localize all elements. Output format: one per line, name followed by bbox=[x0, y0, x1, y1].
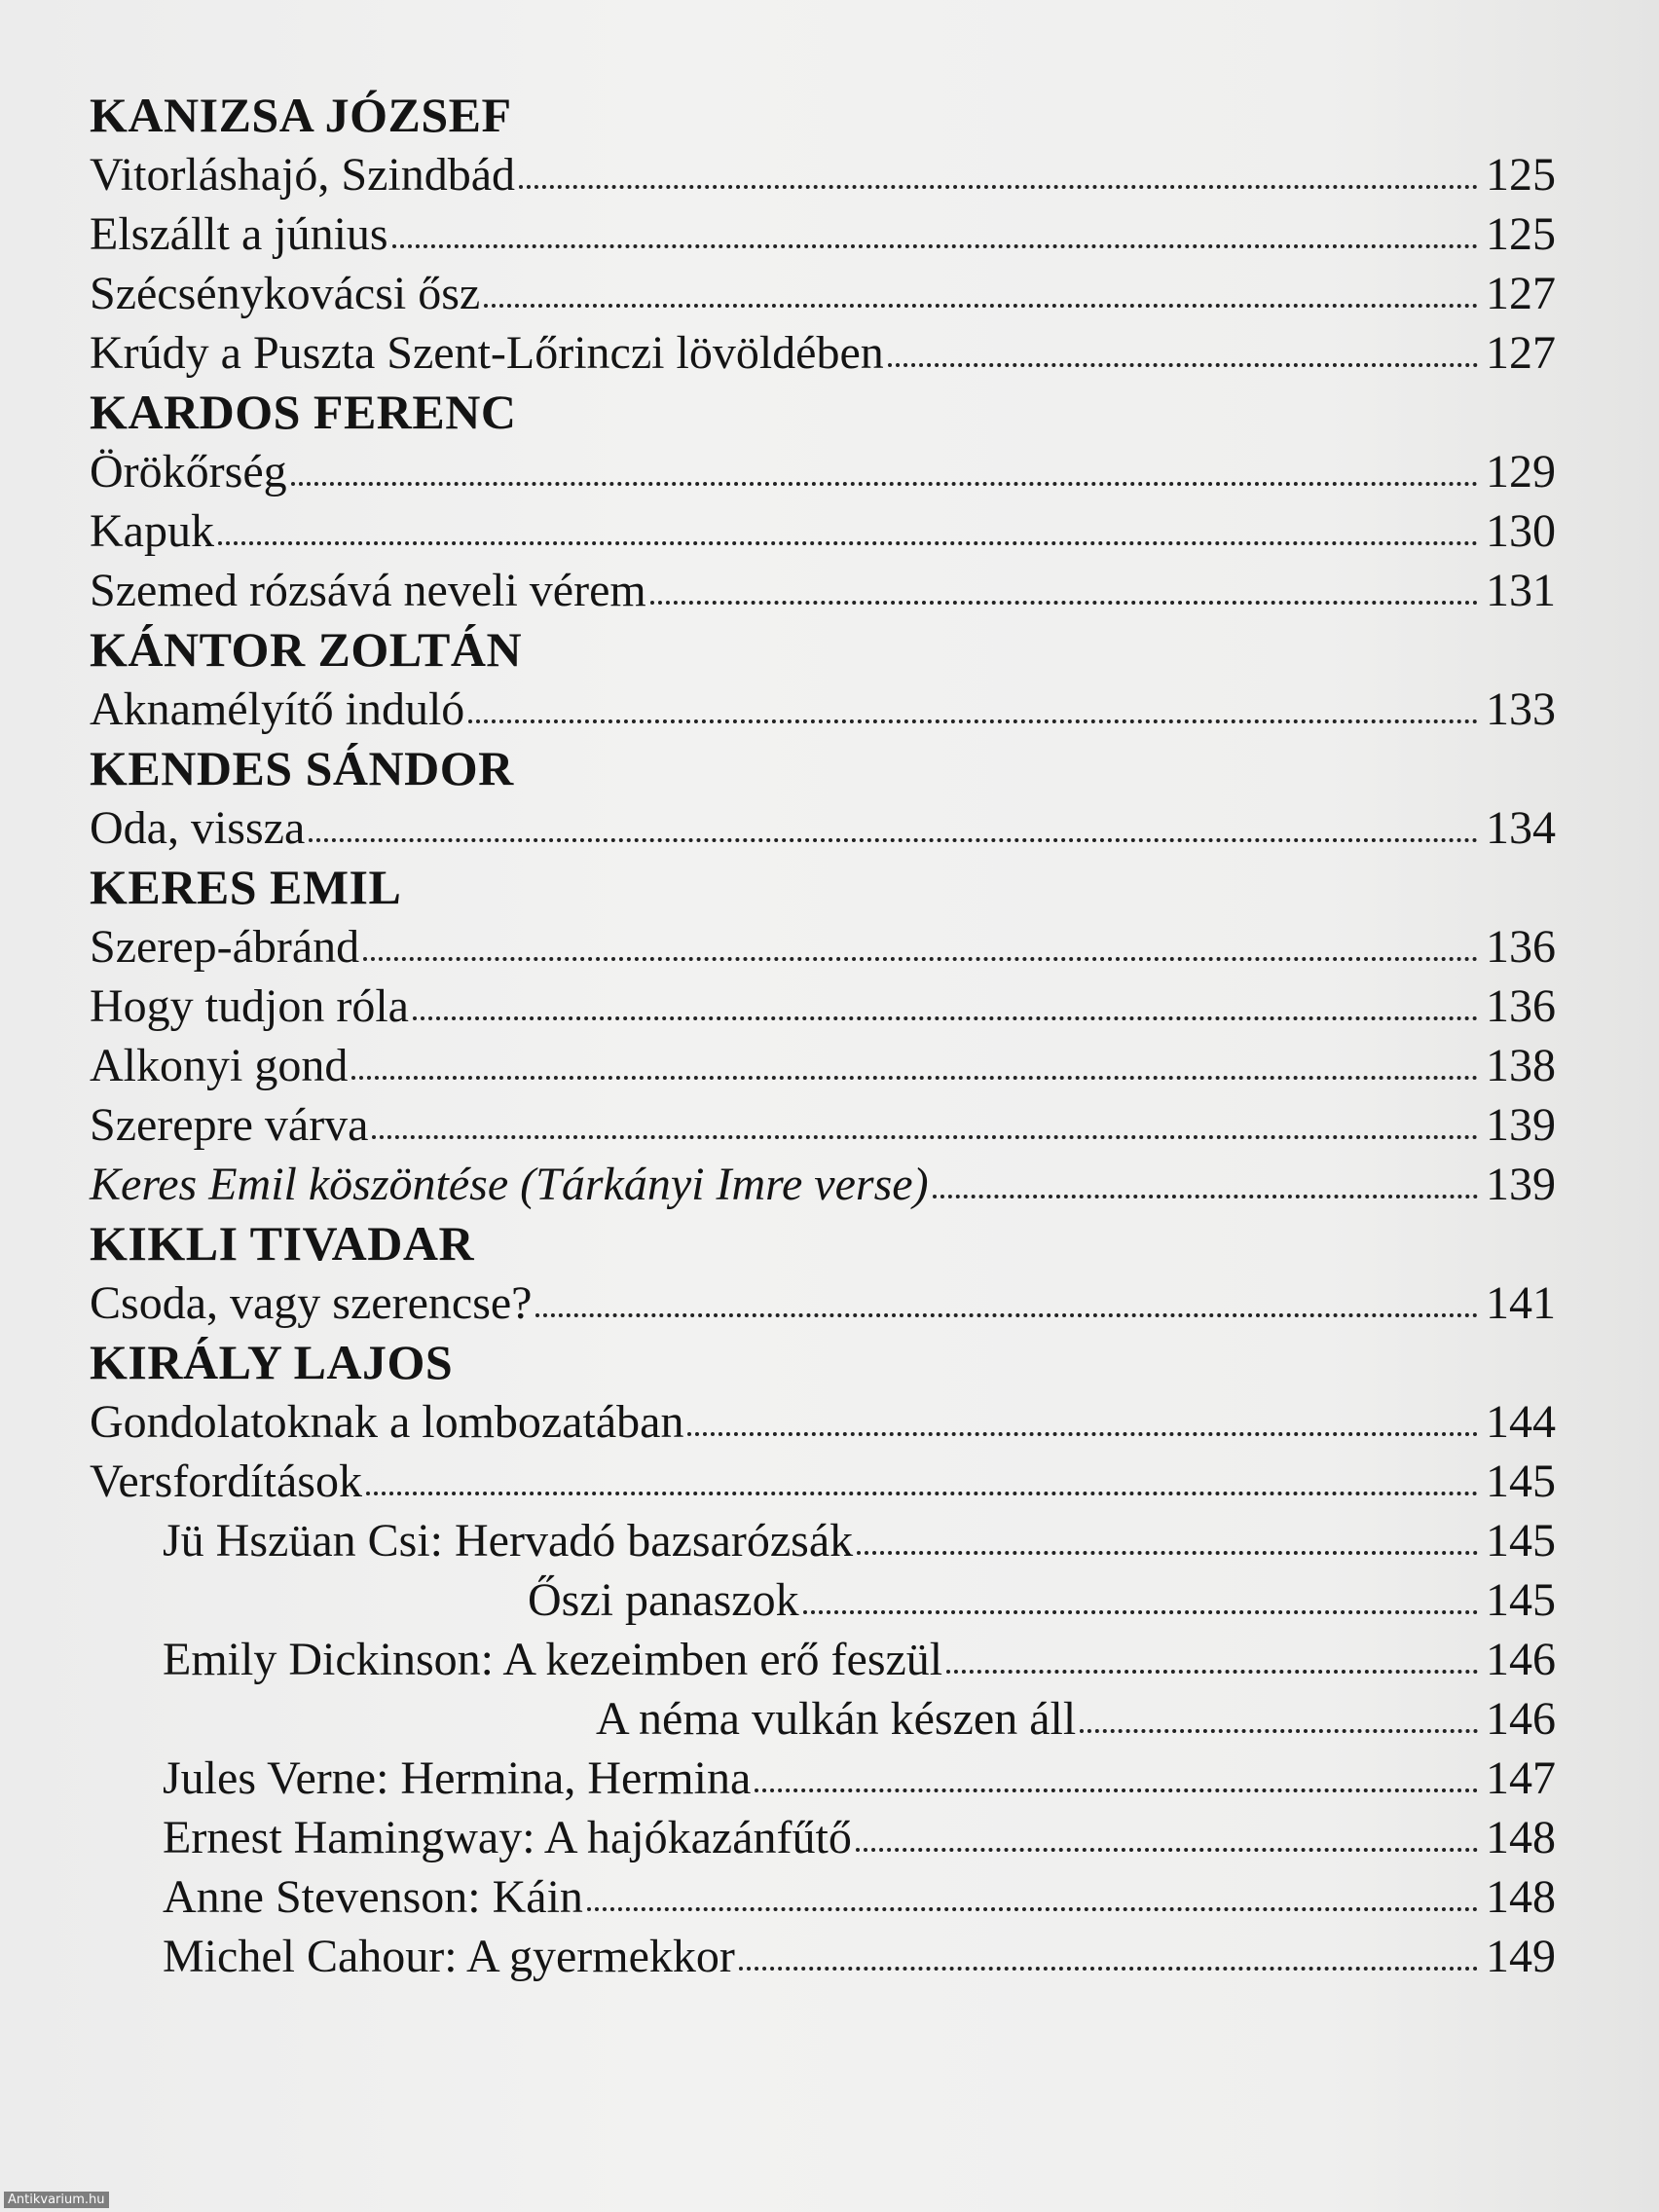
entry-title: Szerep-ábránd bbox=[90, 921, 360, 973]
entry-title: Keres Emil köszöntése (Tárkányi Imre verse) bbox=[90, 1159, 929, 1210]
entry-page-number: 144 bbox=[1486, 1396, 1556, 1448]
entry-page-number: 125 bbox=[1486, 149, 1556, 201]
entry-page-number: 136 bbox=[1486, 980, 1556, 1032]
dot-leader bbox=[933, 1195, 1478, 1198]
toc-entry bbox=[90, 1927, 1556, 1986]
dot-leader bbox=[888, 363, 1478, 367]
dot-leader bbox=[650, 601, 1478, 605]
entry-title: Kapuk bbox=[90, 505, 214, 557]
entry-title: Jü Hszüan Csi: Hervadó bazsarózsák bbox=[163, 1515, 854, 1567]
toc-entry bbox=[90, 798, 1556, 858]
dot-leader bbox=[291, 482, 1478, 486]
entry-title: Szécsénykovácsi ősz bbox=[90, 268, 481, 319]
entry-title: Jules Verne: Hermina, Hermina bbox=[163, 1752, 752, 1804]
entry-page-number: 127 bbox=[1486, 268, 1556, 319]
entry-page-number: 131 bbox=[1486, 565, 1556, 616]
author-heading: KERES EMIL bbox=[90, 860, 402, 914]
author-heading: KIKLI TIVADAR bbox=[90, 1216, 475, 1271]
toc-entry bbox=[90, 1392, 1556, 1452]
dot-leader bbox=[587, 1907, 1478, 1911]
toc-entry bbox=[90, 1095, 1556, 1155]
entry-title: Emily Dickinson: A kezeimben erő feszül bbox=[163, 1634, 943, 1685]
entry-page-number: 148 bbox=[1486, 1871, 1556, 1923]
entry-page-number: 130 bbox=[1486, 505, 1556, 557]
dot-leader bbox=[946, 1670, 1478, 1674]
dot-leader bbox=[351, 1076, 1478, 1080]
entry-title: Ernest Hamingway: A hajókazánfűtő bbox=[163, 1812, 852, 1863]
entry-title: Szemed rózsává neveli vérem bbox=[90, 565, 646, 616]
toc-entry bbox=[90, 1749, 1556, 1808]
dot-leader bbox=[218, 541, 1478, 545]
entry-page-number: 136 bbox=[1486, 921, 1556, 973]
dot-leader bbox=[857, 1551, 1478, 1555]
entry-title: Anne Stevenson: Káin bbox=[163, 1871, 583, 1923]
watermark: Antikvarium.hu bbox=[4, 2192, 109, 2208]
dot-leader bbox=[687, 1432, 1478, 1436]
toc-entry bbox=[90, 1867, 1556, 1927]
entry-page-number: 133 bbox=[1486, 683, 1556, 735]
entry-page-number: 139 bbox=[1486, 1159, 1556, 1210]
toc-entry bbox=[90, 917, 1556, 977]
toc-entry bbox=[90, 442, 1556, 501]
dot-leader bbox=[392, 244, 1478, 248]
toc-entry bbox=[90, 977, 1556, 1036]
toc-entry bbox=[90, 204, 1556, 264]
entry-title: Alkonyi gond bbox=[90, 1040, 349, 1091]
dot-leader bbox=[535, 1313, 1478, 1317]
toc-entry bbox=[90, 1689, 1556, 1749]
dot-leader bbox=[413, 1016, 1478, 1020]
entry-page-number: 138 bbox=[1486, 1040, 1556, 1091]
entry-page-number: 134 bbox=[1486, 802, 1556, 854]
entry-page-number: 148 bbox=[1486, 1812, 1556, 1863]
entry-page-number: 145 bbox=[1486, 1574, 1556, 1626]
entry-title: Szerepre várva bbox=[90, 1099, 369, 1151]
toc-entry bbox=[90, 323, 1556, 383]
entry-title: Krúdy a Puszta Szent-Lőrinczi lövöldében bbox=[90, 327, 884, 379]
author-heading: KANIZSA JÓZSEF bbox=[90, 88, 512, 142]
entry-page-number: 147 bbox=[1486, 1752, 1556, 1804]
entry-title: Michel Cahour: A gyermekkor bbox=[163, 1931, 735, 1982]
entry-title: Vitorláshajó, Szindbád bbox=[90, 149, 516, 201]
entry-title: Gondolatoknak a lombozatában bbox=[90, 1396, 684, 1448]
toc-entry bbox=[90, 561, 1556, 620]
toc-entry bbox=[90, 501, 1556, 561]
entry-page-number: 145 bbox=[1486, 1515, 1556, 1567]
entry-page-number: 149 bbox=[1486, 1931, 1556, 1982]
entry-page-number: 146 bbox=[1486, 1634, 1556, 1685]
dot-leader bbox=[755, 1788, 1478, 1792]
dot-leader bbox=[803, 1610, 1478, 1614]
entry-title: Örökőrség bbox=[90, 446, 287, 498]
entry-title: Hogy tudjon róla bbox=[90, 980, 409, 1032]
entry-title: Versfordítások bbox=[90, 1456, 362, 1507]
author-heading: KENDES SÁNDOR bbox=[90, 741, 514, 795]
entry-page-number: 141 bbox=[1486, 1277, 1556, 1329]
entry-page-number: 129 bbox=[1486, 446, 1556, 498]
dot-leader bbox=[856, 1848, 1478, 1852]
dot-leader bbox=[468, 719, 1478, 723]
author-heading: KIRÁLY LAJOS bbox=[90, 1335, 454, 1389]
dot-leader bbox=[739, 1967, 1478, 1971]
entry-page-number: 146 bbox=[1486, 1693, 1556, 1745]
dot-leader bbox=[484, 304, 1478, 308]
entry-title: Elszállt a június bbox=[90, 208, 388, 260]
toc-entry bbox=[90, 1808, 1556, 1867]
entry-title: Őszi panaszok bbox=[528, 1574, 799, 1626]
entry-title: Aknamélyítő induló bbox=[90, 683, 465, 735]
toc-entry bbox=[90, 264, 1556, 323]
dot-leader bbox=[519, 185, 1478, 189]
toc-entry bbox=[90, 1452, 1556, 1511]
toc-entry bbox=[90, 1036, 1556, 1095]
entry-title: A néma vulkán készen áll bbox=[596, 1693, 1077, 1745]
toc-entry bbox=[90, 1273, 1556, 1333]
toc-entry bbox=[90, 1630, 1556, 1689]
table-of-contents bbox=[90, 86, 1556, 1986]
entry-title: Csoda, vagy szerencse? bbox=[90, 1277, 533, 1329]
dot-leader bbox=[309, 838, 1478, 842]
dot-leader bbox=[1080, 1729, 1478, 1733]
entry-page-number: 139 bbox=[1486, 1099, 1556, 1151]
dot-leader bbox=[372, 1135, 1478, 1139]
toc-entry bbox=[90, 1511, 1556, 1570]
toc-entry bbox=[90, 1155, 1556, 1214]
author-heading: KARDOS FERENC bbox=[90, 385, 517, 439]
dot-leader bbox=[363, 957, 1478, 961]
entry-page-number: 125 bbox=[1486, 208, 1556, 260]
toc-entry bbox=[90, 1570, 1556, 1630]
toc-entry bbox=[90, 680, 1556, 739]
author-heading: KÁNTOR ZOLTÁN bbox=[90, 622, 523, 677]
entry-page-number: 145 bbox=[1486, 1456, 1556, 1507]
dot-leader bbox=[366, 1492, 1478, 1495]
entry-page-number: 127 bbox=[1486, 327, 1556, 379]
toc-entry bbox=[90, 145, 1556, 204]
entry-title: Oda, vissza bbox=[90, 802, 306, 854]
